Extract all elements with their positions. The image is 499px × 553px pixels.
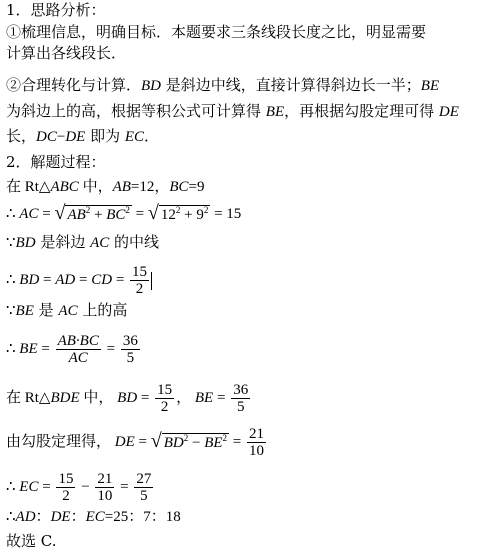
math-var: BE xyxy=(265,104,285,120)
math-op: = xyxy=(213,389,230,406)
math-op: = xyxy=(38,206,55,222)
sqrt-expression xyxy=(54,201,131,225)
text: 是斜边 xyxy=(35,233,91,251)
because-symbol: ∵ xyxy=(6,301,16,319)
text: 中， xyxy=(78,179,113,195)
radical-sign: √ xyxy=(54,201,66,224)
number: 12 xyxy=(160,206,176,223)
therefore-symbol: ∴ xyxy=(6,271,20,288)
equation-be xyxy=(6,333,142,366)
text: 是斜边中线，直接计算得斜边长一半； xyxy=(161,76,421,94)
math-var: DE xyxy=(50,509,71,525)
numerator: 27 xyxy=(136,471,152,487)
denominator: 5 xyxy=(126,350,135,366)
equation-ac xyxy=(6,201,242,225)
equation-de xyxy=(6,426,268,459)
math-op: = xyxy=(75,271,92,288)
analysis-step-1-line-2: 计算出各线段长． xyxy=(6,44,127,62)
text: =9 xyxy=(188,179,205,195)
fraction xyxy=(56,471,75,504)
numerator: 15 xyxy=(157,382,173,398)
math-op: = 15 xyxy=(210,206,242,222)
math-var: BE xyxy=(194,389,214,406)
radical-sign: √ xyxy=(150,429,162,452)
math-var: BD xyxy=(19,271,40,288)
numerator: 36 xyxy=(233,382,249,398)
math-var: BE xyxy=(15,303,34,319)
text: ． xyxy=(144,127,160,145)
text: 的中线 xyxy=(109,233,160,251)
fraction xyxy=(247,426,266,459)
denominator: AC xyxy=(68,350,88,366)
math-var: AD xyxy=(15,509,36,525)
denominator: 5 xyxy=(140,488,148,504)
denominator: 10 xyxy=(97,488,113,504)
fraction xyxy=(95,471,114,504)
radical-sign: √ xyxy=(147,201,159,224)
math-var: BC xyxy=(169,179,189,195)
exponent: 2 xyxy=(125,204,130,215)
math-var: DE xyxy=(438,104,459,120)
analysis-step-2-line-1 xyxy=(6,75,439,96)
denominator: 5 xyxy=(236,399,245,415)
equation-ec xyxy=(6,471,155,504)
math-var: CD xyxy=(91,271,113,288)
text-cursor xyxy=(151,272,152,290)
numerator: AB·BC xyxy=(57,333,99,349)
math-op: = xyxy=(134,433,151,450)
math-var: ABC xyxy=(50,179,79,195)
triangle-bde-line xyxy=(6,382,252,415)
text: ②合理转化与计算． xyxy=(6,76,142,94)
therefore-symbol: ∴ xyxy=(6,509,16,525)
therefore-symbol: ∴ xyxy=(6,478,20,495)
numerator: 15 xyxy=(132,264,148,280)
exponent: 2 xyxy=(175,204,181,215)
analysis-step-2-line-2 xyxy=(6,101,459,122)
denominator: 2 xyxy=(160,399,169,415)
math-var: BE xyxy=(204,434,223,451)
math-op: − xyxy=(188,434,205,451)
math-op: − xyxy=(77,478,94,495)
math-var: AC xyxy=(90,235,110,251)
analysis-step-2-line-3 xyxy=(6,126,159,147)
denominator: 2 xyxy=(135,281,144,297)
exponent: 2 xyxy=(85,204,91,215)
therefore-symbol: ∴ xyxy=(6,206,20,222)
number: + 9 xyxy=(180,206,204,223)
math-var: DE xyxy=(114,433,135,450)
exponent: 2 xyxy=(183,432,189,443)
math-var: AD xyxy=(55,271,76,288)
answer-line: 故选 C. xyxy=(6,532,57,550)
numerator: 15 xyxy=(58,471,74,487)
text: 由勾股定理得， xyxy=(6,433,115,450)
math-var: EC xyxy=(124,129,145,145)
given-line xyxy=(6,177,205,197)
math-op: = xyxy=(112,271,129,288)
fraction xyxy=(56,333,101,366)
exponent: 2 xyxy=(222,432,228,443)
text: 为斜边上的高，根据等积公式可计算得 xyxy=(6,102,266,120)
text: ： xyxy=(35,509,51,525)
math-var: AC xyxy=(58,303,78,319)
text: ： xyxy=(70,509,86,525)
math-var: BD xyxy=(163,434,184,451)
fraction xyxy=(130,264,149,297)
math-var: DE xyxy=(65,129,86,145)
section-heading-process: 2．解题过程： xyxy=(6,153,106,171)
math-op: − xyxy=(56,129,66,145)
denominator: 10 xyxy=(249,443,264,459)
text: ，再根据勾股定理可得 xyxy=(284,102,439,120)
denominator: 2 xyxy=(62,488,70,504)
math-op: = xyxy=(102,340,119,357)
text: =12， xyxy=(130,179,170,195)
math-var: BD xyxy=(117,389,138,406)
text: 长， xyxy=(6,127,37,145)
ratio-result xyxy=(6,507,181,527)
because-be-height xyxy=(6,300,127,321)
numerator: 21 xyxy=(97,471,113,487)
math-op: + xyxy=(90,206,107,223)
because-bd-median xyxy=(6,232,159,253)
numerator: 36 xyxy=(122,333,138,349)
analysis-step-1-line-1: ①梳理信息，明确目标．本题要求三条线段长度之比，明显需要 xyxy=(6,23,427,41)
math-var: DC xyxy=(36,129,57,145)
because-symbol: ∵ xyxy=(6,233,16,251)
math-op: = xyxy=(137,389,154,406)
math-op: = xyxy=(39,271,56,288)
math-var: BD xyxy=(15,235,36,251)
math-op: = xyxy=(131,206,148,222)
sqrt-expression xyxy=(147,201,210,225)
math-var: EC xyxy=(19,478,39,495)
text: 上的高 xyxy=(77,301,128,319)
section-heading-analysis: 1．思路分析： xyxy=(6,1,106,19)
math-var: BD xyxy=(141,78,162,94)
text: 是 xyxy=(33,301,59,319)
text: ， xyxy=(176,389,195,406)
math-var: BDE xyxy=(50,389,80,406)
exponent: 2 xyxy=(203,204,209,215)
fraction xyxy=(155,382,174,415)
sqrt-expression xyxy=(150,429,229,453)
math-var: AB xyxy=(67,206,86,223)
text: 在 Rt△ xyxy=(6,389,51,406)
numerator: 21 xyxy=(249,426,264,442)
math-var: BE xyxy=(420,78,440,94)
math-var: BE xyxy=(19,340,38,357)
text: 即为 xyxy=(85,127,125,145)
text: =25：7：18 xyxy=(104,509,181,525)
fraction xyxy=(134,471,153,504)
math-op: = xyxy=(229,433,245,450)
therefore-symbol: ∴ xyxy=(6,340,20,357)
text: 中， xyxy=(79,389,118,406)
fraction xyxy=(121,333,140,366)
math-var: AC xyxy=(19,206,39,222)
math-var: EC xyxy=(85,509,105,525)
math-op: = xyxy=(38,478,55,495)
math-var: AB xyxy=(112,179,131,195)
equation-bd xyxy=(6,264,152,297)
math-var: BC xyxy=(106,206,126,223)
math-op: = xyxy=(116,478,133,495)
math-op: = xyxy=(37,340,54,357)
fraction xyxy=(231,382,250,415)
text: 在 Rt△ xyxy=(6,179,51,195)
